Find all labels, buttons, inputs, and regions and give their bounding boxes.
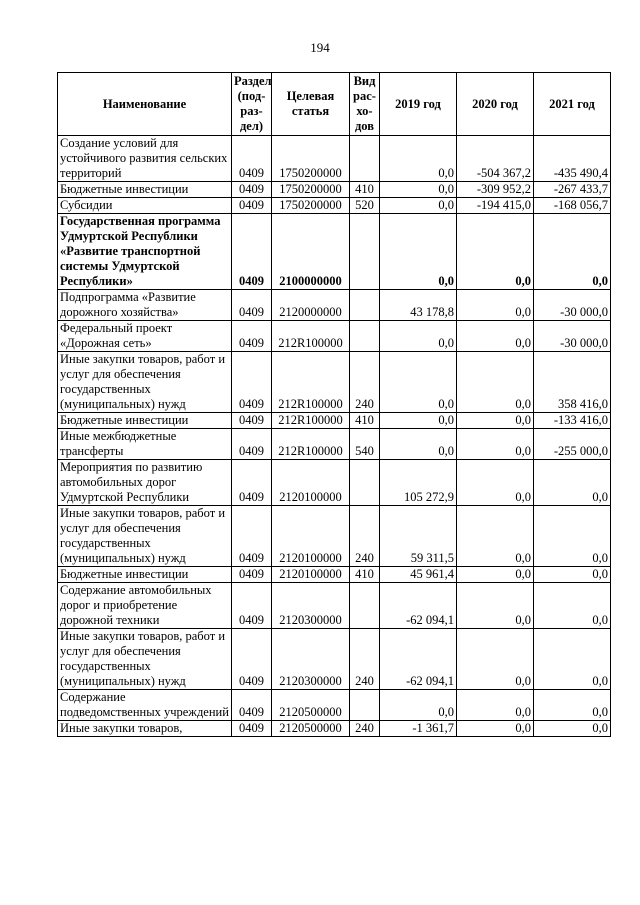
row-value-2019: 0,0: [380, 429, 457, 460]
row-target: 2120000000: [272, 290, 350, 321]
row-section: 0409: [232, 721, 272, 737]
row-target: 2120100000: [272, 567, 350, 583]
row-target: 212R100000: [272, 429, 350, 460]
row-name: Федеральный проект «Дорожная сеть»: [58, 321, 232, 352]
row-value-2019: 0,0: [380, 182, 457, 198]
row-name: Бюджетные инвестиции: [58, 413, 232, 429]
row-target: 2120300000: [272, 583, 350, 629]
row-target: 2120100000: [272, 506, 350, 567]
row-type: 240: [350, 506, 380, 567]
table-row: [58, 629, 611, 690]
row-value-2020: 0,0: [457, 321, 534, 352]
table-header-row: [58, 73, 611, 136]
row-value-2021: -30 000,0: [534, 321, 611, 352]
row-value-2021: -133 416,0: [534, 413, 611, 429]
table-row: [58, 429, 611, 460]
header-2021: 2021 год: [534, 73, 611, 136]
row-value-2020: 0,0: [457, 583, 534, 629]
row-name: Содержание автомобильных дорог и приобретение дорожной техники: [58, 583, 232, 629]
row-value-2021: -267 433,7: [534, 182, 611, 198]
row-value-2021: 0,0: [534, 460, 611, 506]
table-row: [58, 567, 611, 583]
row-target: 2100000000: [272, 214, 350, 290]
table-row: [58, 214, 611, 290]
row-value-2019: 0,0: [380, 690, 457, 721]
row-type: 240: [350, 352, 380, 413]
header-section: Раздел (под-раз-дел): [232, 73, 272, 136]
row-value-2020: -194 415,0: [457, 198, 534, 214]
row-target: 2120500000: [272, 690, 350, 721]
row-target: 2120100000: [272, 460, 350, 506]
row-name: Иные закупки товаров,: [58, 721, 232, 737]
row-value-2020: 0,0: [457, 690, 534, 721]
row-value-2020: 0,0: [457, 429, 534, 460]
row-value-2021: 0,0: [534, 721, 611, 737]
table-row: [58, 352, 611, 413]
row-value-2020: 0,0: [457, 721, 534, 737]
row-type: 540: [350, 429, 380, 460]
row-value-2019: -62 094,1: [380, 629, 457, 690]
table-row: [58, 290, 611, 321]
row-name: Бюджетные инвестиции: [58, 182, 232, 198]
table-row: [58, 690, 611, 721]
row-value-2019: 105 272,9: [380, 460, 457, 506]
header-type: Вид рас-хо-дов: [350, 73, 380, 136]
row-value-2020: 0,0: [457, 629, 534, 690]
row-target: 2120300000: [272, 629, 350, 690]
row-section: 0409: [232, 629, 272, 690]
row-target: 1750200000: [272, 198, 350, 214]
row-value-2021: 0,0: [534, 506, 611, 567]
row-section: 0409: [232, 567, 272, 583]
header-target: Целевая статья: [272, 73, 350, 136]
row-type: 240: [350, 721, 380, 737]
row-name: Иные закупки товаров, работ и услуг для обеспечения государственных (муниципальных) нужд: [58, 506, 232, 567]
row-type: 410: [350, 567, 380, 583]
row-value-2020: 0,0: [457, 352, 534, 413]
row-target: 212R100000: [272, 352, 350, 413]
row-value-2021: 0,0: [534, 690, 611, 721]
row-type: 410: [350, 413, 380, 429]
row-type: [350, 290, 380, 321]
row-type: 240: [350, 629, 380, 690]
budget-table: [57, 72, 611, 737]
row-target: 212R100000: [272, 321, 350, 352]
row-target: 212R100000: [272, 413, 350, 429]
row-section: 0409: [232, 352, 272, 413]
row-name: Иные закупки товаров, работ и услуг для обеспечения государственных (муниципальных) нужд: [58, 629, 232, 690]
row-value-2021: 0,0: [534, 583, 611, 629]
table-row: [58, 198, 611, 214]
row-section: 0409: [232, 136, 272, 182]
row-name: Иные межбюджетные трансферты: [58, 429, 232, 460]
row-value-2019: 45 961,4: [380, 567, 457, 583]
row-value-2020: 0,0: [457, 460, 534, 506]
row-value-2021: -168 056,7: [534, 198, 611, 214]
row-value-2020: 0,0: [457, 290, 534, 321]
row-section: 0409: [232, 583, 272, 629]
row-type: [350, 690, 380, 721]
row-section: 0409: [232, 290, 272, 321]
header-name: Наименование: [58, 73, 232, 136]
table-row: [58, 583, 611, 629]
row-section: 0409: [232, 460, 272, 506]
row-value-2019: 43 178,8: [380, 290, 457, 321]
row-section: 0409: [232, 198, 272, 214]
row-value-2021: 0,0: [534, 629, 611, 690]
row-value-2020: 0,0: [457, 506, 534, 567]
row-value-2019: -1 361,7: [380, 721, 457, 737]
row-type: [350, 583, 380, 629]
row-section: 0409: [232, 321, 272, 352]
row-target: 1750200000: [272, 136, 350, 182]
row-target: 2120500000: [272, 721, 350, 737]
row-value-2020: -309 952,2: [457, 182, 534, 198]
row-value-2019: 0,0: [380, 214, 457, 290]
row-value-2020: 0,0: [457, 214, 534, 290]
row-type: [350, 136, 380, 182]
row-name: Создание условий для устойчивого развития сельских территорий: [58, 136, 232, 182]
table-row: [58, 721, 611, 737]
row-value-2019: -62 094,1: [380, 583, 457, 629]
row-section: 0409: [232, 182, 272, 198]
row-value-2021: -30 000,0: [534, 290, 611, 321]
row-section: 0409: [232, 214, 272, 290]
row-value-2021: 0,0: [534, 567, 611, 583]
header-2019: 2019 год: [380, 73, 457, 136]
table-row: [58, 460, 611, 506]
row-name: Государственная программа Удмуртской Республики «Развитие транспортной системы Удмуртской Республики»: [58, 214, 232, 290]
table-row: [58, 182, 611, 198]
row-name: Субсидии: [58, 198, 232, 214]
row-value-2019: 0,0: [380, 352, 457, 413]
row-value-2021: 358 416,0: [534, 352, 611, 413]
page-number: 194: [310, 40, 330, 55]
row-type: 520: [350, 198, 380, 214]
row-section: 0409: [232, 506, 272, 567]
row-value-2020: 0,0: [457, 413, 534, 429]
row-value-2019: 0,0: [380, 413, 457, 429]
row-target: 1750200000: [272, 182, 350, 198]
row-type: [350, 214, 380, 290]
header-2020: 2020 год: [457, 73, 534, 136]
row-section: 0409: [232, 413, 272, 429]
row-name: Подпрограмма «Развитие дорожного хозяйства»: [58, 290, 232, 321]
row-type: 410: [350, 182, 380, 198]
row-name: Иные закупки товаров, работ и услуг для обеспечения государственных (муниципальных) нужд: [58, 352, 232, 413]
row-value-2019: 0,0: [380, 198, 457, 214]
row-section: 0409: [232, 690, 272, 721]
row-value-2021: -255 000,0: [534, 429, 611, 460]
table-row: [58, 321, 611, 352]
row-value-2019: 0,0: [380, 321, 457, 352]
row-value-2019: 59 311,5: [380, 506, 457, 567]
row-value-2019: 0,0: [380, 136, 457, 182]
table-row: [58, 506, 611, 567]
row-section: 0409: [232, 429, 272, 460]
row-type: [350, 460, 380, 506]
table-body: [58, 136, 611, 737]
row-value-2021: -435 490,4: [534, 136, 611, 182]
row-name: Мероприятия по развитию автомобильных дорог Удмуртской Республики: [58, 460, 232, 506]
table-row: [58, 136, 611, 182]
table-row: [58, 413, 611, 429]
row-name: Содержание подведомственных учреждений: [58, 690, 232, 721]
row-value-2020: 0,0: [457, 567, 534, 583]
row-name: Бюджетные инвестиции: [58, 567, 232, 583]
row-type: [350, 321, 380, 352]
row-value-2020: -504 367,2: [457, 136, 534, 182]
row-value-2021: 0,0: [534, 214, 611, 290]
